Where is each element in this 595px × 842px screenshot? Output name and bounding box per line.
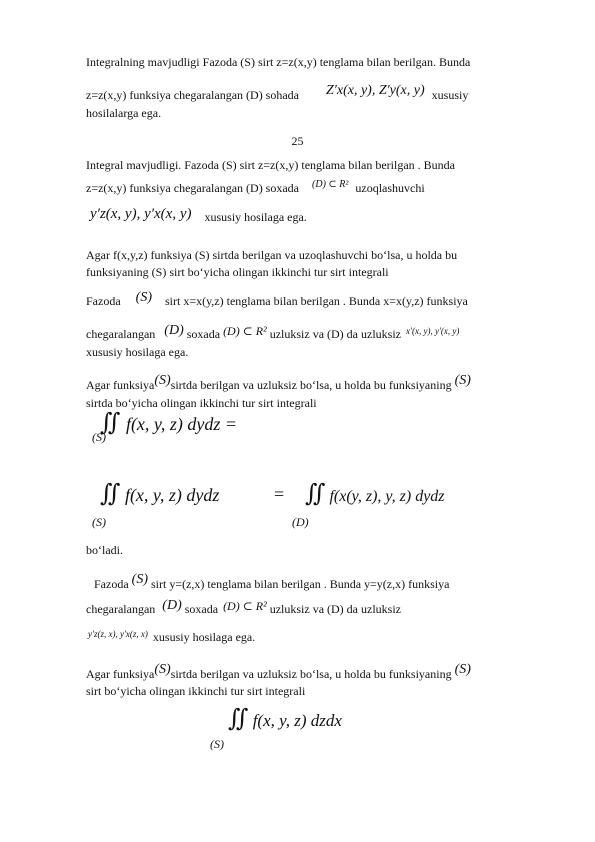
text-line: sirtda bo‘yicha olingan ikkinchi tur sirt integrali [86, 396, 317, 410]
integrand: f(x, y, z) dzdx [252, 711, 342, 730]
integrand: f(x, y, z) dydz [124, 485, 220, 505]
text-line: Integral mavjudligi. Fazoda (S) sirt z=z(x,y) tenglama bilan berilgan . Bunda [86, 158, 455, 172]
math-D: (D) [162, 598, 182, 614]
text-fragment: sirt y=(z,x) tenglama bilan berilgan . Bunda y=y(z,x) funksiya [150, 577, 450, 591]
double-integral-sign: ∬ [305, 481, 326, 507]
math-S: (S) [131, 572, 148, 588]
math-partials: y′z(x, y), y′x(x, y) [90, 206, 192, 223]
math-partials: x′(x, y), y′(x, y) [406, 326, 460, 337]
math-partials: Z′x(x, y), Z′y(x, y) [326, 83, 425, 99]
text-fragment: xususiy [431, 88, 469, 102]
text-line [86, 83, 469, 102]
text-fragment: xususiy hosilaga ega. [204, 210, 307, 224]
text-line [86, 630, 255, 644]
double-integral-sign: ∬ [100, 410, 121, 436]
text-fragment: Agar funksiya [86, 378, 155, 392]
text-line: funksiyaning (S) sirt bo‘yicha olingan ikkinchi tur sirt integrali [86, 265, 389, 279]
math-domain: (D) ⊂ R² [223, 324, 267, 339]
text-fragment: sirtda berilgan va uzluksiz bo‘lsa, u holda bu funksiyaning [170, 667, 452, 681]
integral-region: (S) [92, 515, 106, 529]
text-line: xususiy hosilaga ega. [86, 345, 189, 359]
page-number: 25 [291, 134, 304, 148]
integral-region: (S) [210, 737, 224, 751]
text-line: Agar f(x,y,z) funksiya (S) sirtda berilgan va uzoqlashuvchi bo‘lsa, u holda bu [86, 248, 458, 262]
text-fragment: xususiy hosilaga ega. [152, 630, 256, 644]
text-line [86, 598, 401, 616]
math-S: (S) [154, 662, 171, 678]
text-line [94, 572, 450, 591]
text-fragment: Fazoda [86, 294, 121, 308]
text-fragment: soxada [186, 327, 221, 341]
double-integral-sign: ∬ [100, 481, 121, 507]
text-line: sirt bo‘yicha olingan ikkinchi tur sirt integrali [86, 684, 306, 698]
math-S: (S) [154, 373, 171, 389]
math-S: (S) [454, 373, 471, 389]
text-line: hosilalarga ega. [86, 106, 162, 120]
text-fragment: chegaralangan [86, 602, 156, 616]
math-partials: y′z(z, x), y′x(z, x) [88, 629, 148, 640]
text-fragment: uzluksiz va (D) da uzluksiz [269, 602, 401, 616]
text-line [86, 323, 460, 341]
math-D: (D) [164, 323, 184, 339]
text-fragment: z=z(x,y) funksiya chegaralangan (D) sohada [86, 88, 300, 102]
integrand: f(x, y, z) dydz = [125, 414, 238, 434]
text-line [86, 373, 471, 392]
text-fragment: soxada [184, 602, 219, 616]
math-domain: (D) ⊂ R² [223, 599, 267, 614]
text-line: Integralning mavjudligi Fazoda (S) sirt z=z(x,y) tenglama bilan berilgan. Bunda [86, 55, 471, 69]
text-line [86, 181, 425, 195]
formula-2-rhs [305, 481, 445, 507]
integrand: f(x(y, z), y, z) dydz [329, 488, 445, 505]
formula-2-lhs [100, 481, 220, 507]
integral-region: (S) [92, 430, 106, 444]
text-fragment: chegaralangan [86, 327, 156, 341]
text-line [86, 290, 468, 308]
formula-1 [100, 410, 237, 436]
text-fragment: sirt x=x(y,z) tenglama bilan berilgan . Bunda x=x(y,z) funksiya [164, 294, 468, 308]
formula-3 [228, 706, 342, 732]
math-S: (S) [454, 662, 471, 678]
equals-sign: = [274, 484, 285, 504]
text-fragment: Fazoda [94, 577, 129, 591]
text-fragment: sirtda berilgan va uzluksiz bo‘lsa, u holda bu funksiyaning [170, 378, 452, 392]
text-fragment: uzluksiz va (D) da uzluksiz [269, 327, 401, 341]
text-fragment: z=z(x,y) funksiya chegaralangan (D) soxada [86, 181, 300, 195]
text-fragment: uzoqlashuvchi [355, 181, 425, 195]
text-line [86, 662, 471, 681]
text-line [86, 206, 307, 224]
double-integral-sign: ∬ [228, 706, 249, 732]
text-fragment: Agar funksiya [86, 667, 155, 681]
text-line: bo‘ladi. [86, 543, 123, 557]
math-S: (S) [135, 290, 152, 306]
integral-region: (D) [292, 515, 309, 529]
math-domain: (D) ⊂ R² [312, 179, 349, 191]
